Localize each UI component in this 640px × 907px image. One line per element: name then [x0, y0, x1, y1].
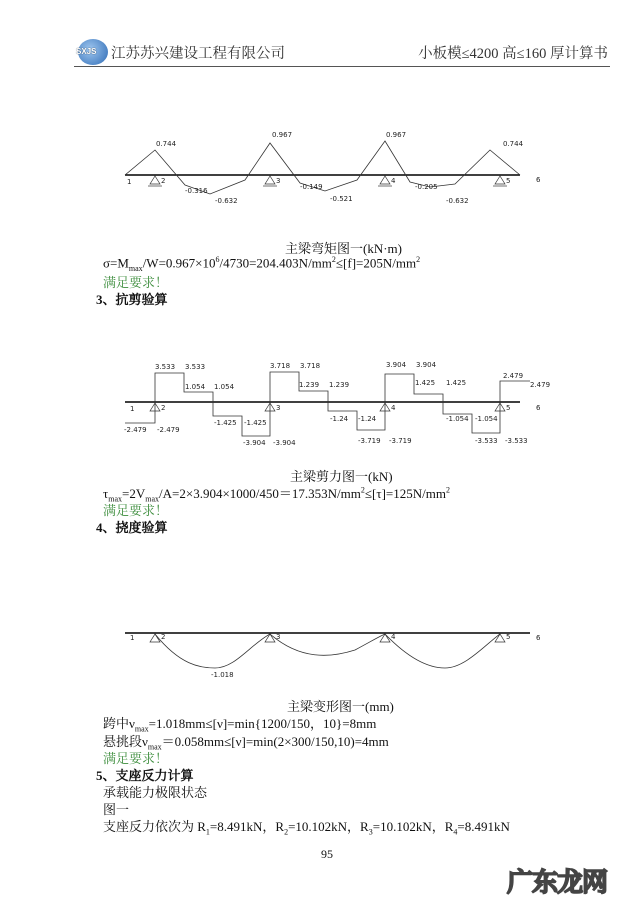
shear-section-title: 3、抗剪验算 — [96, 292, 168, 307]
reaction-state: 承载能力极限状态 — [103, 785, 208, 800]
svg-text:-0.149: -0.149 — [300, 183, 323, 191]
svg-text:1.054: 1.054 — [214, 383, 235, 391]
svg-text:1.239: 1.239 — [299, 381, 320, 389]
svg-text:-1.24: -1.24 — [358, 415, 377, 423]
svg-text:1: 1 — [130, 405, 135, 413]
company-logo-icon: SXJS — [78, 39, 108, 65]
deflection-line-2: 悬挑段$\nu_{max}=0.058mm\le[\nu]=\min(2\times 300/150,10)=4mm$ — [103, 734, 389, 752]
page-number: 95 — [321, 847, 333, 861]
svg-text:1.425: 1.425 — [446, 379, 467, 387]
watermark: 广东龙网 — [507, 868, 608, 898]
header-divider — [74, 66, 610, 67]
svg-text:-1.018: -1.018 — [211, 671, 234, 679]
svg-text:3: 3 — [276, 633, 281, 641]
svg-text:4: 4 — [391, 177, 396, 185]
document-title: 小板模≤4200 高≤160 厚计算书 — [418, 46, 608, 62]
svg-text:-3.904: -3.904 — [243, 439, 266, 447]
svg-text:0.967: 0.967 — [386, 131, 407, 139]
svg-text:2: 2 — [161, 404, 166, 412]
svg-text:2.479: 2.479 — [530, 381, 551, 389]
svg-text:-1.425: -1.425 — [214, 419, 237, 427]
reaction-values: 支座反力依次为 $R_1=8.491kN$，$R_2=10.102kN$，$R_3=10.102kN$，$R_4=8.491kN$ — [103, 819, 510, 837]
reaction-figure: 图一 — [103, 802, 130, 817]
deflection-section-title: 4、挠度验算 — [96, 520, 168, 535]
svg-text:5: 5 — [506, 404, 511, 412]
moment-caption: 主梁弯矩图一(kN·m) — [285, 241, 402, 256]
deflection-result: 满足要求！ — [103, 751, 169, 766]
svg-text:3.533: 3.533 — [185, 363, 206, 371]
shear-caption: 主梁剪力图一(kN) — [290, 469, 393, 484]
svg-text:-0.205: -0.205 — [415, 183, 438, 191]
shear-result: 满足要求！ — [103, 503, 169, 518]
svg-text:-3.904: -3.904 — [273, 439, 296, 447]
svg-text:4: 4 — [391, 404, 396, 412]
svg-text:3.718: 3.718 — [300, 362, 321, 370]
svg-text:5: 5 — [506, 633, 511, 641]
moment-formula: $\sigma=M_{max}/W=0.967\times 10^6/4730=204.403N/mm^2\le[f]=205N/mm^2$ — [103, 255, 421, 273]
svg-text:2: 2 — [161, 177, 166, 185]
svg-text:4: 4 — [391, 633, 396, 641]
svg-text:6: 6 — [536, 634, 541, 642]
svg-text:-0.316: -0.316 — [185, 187, 208, 195]
svg-text:3.904: 3.904 — [386, 361, 407, 369]
svg-text:-2.479: -2.479 — [157, 426, 180, 434]
deflection-line-1: 跨中$\nu_{max}=1.018mm\le[\nu]=\min\{1200/150$，10}=8mm — [103, 716, 377, 734]
shear-diagram — [0, 355, 640, 455]
svg-text:-1.054: -1.054 — [446, 415, 469, 423]
company-name: 江苏苏兴建设工程有限公司 — [111, 45, 285, 62]
deflection-diagram — [0, 625, 640, 685]
svg-text:3.533: 3.533 — [155, 363, 176, 371]
moment-result: 满足要求！ — [103, 275, 169, 290]
svg-text:-3.719: -3.719 — [389, 437, 412, 445]
header-left — [78, 38, 285, 66]
svg-text:1.054: 1.054 — [185, 383, 206, 391]
svg-text:6: 6 — [536, 176, 541, 184]
moment-diagram — [0, 120, 640, 220]
svg-text:3.904: 3.904 — [416, 361, 437, 369]
deflection-caption: 主梁变形图一(mm) — [287, 699, 394, 714]
svg-text:0.967: 0.967 — [272, 131, 293, 139]
shear-formula: $\tau_{max}=2V_{max}/A=2\times 3.904\times 1000/450=17.353N/mm^2\le[\tau]=125N/mm^2$ — [103, 485, 450, 504]
reaction-section-title: 5、支座反力计算 — [96, 768, 194, 783]
svg-text:-0.632: -0.632 — [446, 197, 469, 205]
svg-text:2.479: 2.479 — [503, 372, 524, 380]
svg-text:3.718: 3.718 — [270, 362, 291, 370]
svg-text:0.744: 0.744 — [156, 140, 177, 148]
svg-text:6: 6 — [536, 404, 541, 412]
svg-text:-3.533: -3.533 — [475, 437, 498, 445]
svg-text:1: 1 — [127, 178, 132, 186]
svg-text:5: 5 — [506, 177, 511, 185]
svg-text:3: 3 — [276, 177, 281, 185]
svg-text:3: 3 — [276, 404, 281, 412]
svg-text:2: 2 — [161, 633, 166, 641]
svg-text:1.425: 1.425 — [415, 379, 436, 387]
svg-text:1: 1 — [130, 634, 135, 642]
svg-text:0.744: 0.744 — [503, 140, 524, 148]
svg-text:-2.479: -2.479 — [124, 426, 147, 434]
svg-text:-3.719: -3.719 — [358, 437, 381, 445]
svg-text:1.239: 1.239 — [329, 381, 350, 389]
svg-text:-1.24: -1.24 — [330, 415, 349, 423]
svg-text:-1.425: -1.425 — [244, 419, 267, 427]
svg-text:-3.533: -3.533 — [505, 437, 528, 445]
svg-text:-0.521: -0.521 — [330, 195, 353, 203]
svg-text:-0.632: -0.632 — [215, 197, 238, 205]
svg-text:-1.054: -1.054 — [475, 415, 498, 423]
